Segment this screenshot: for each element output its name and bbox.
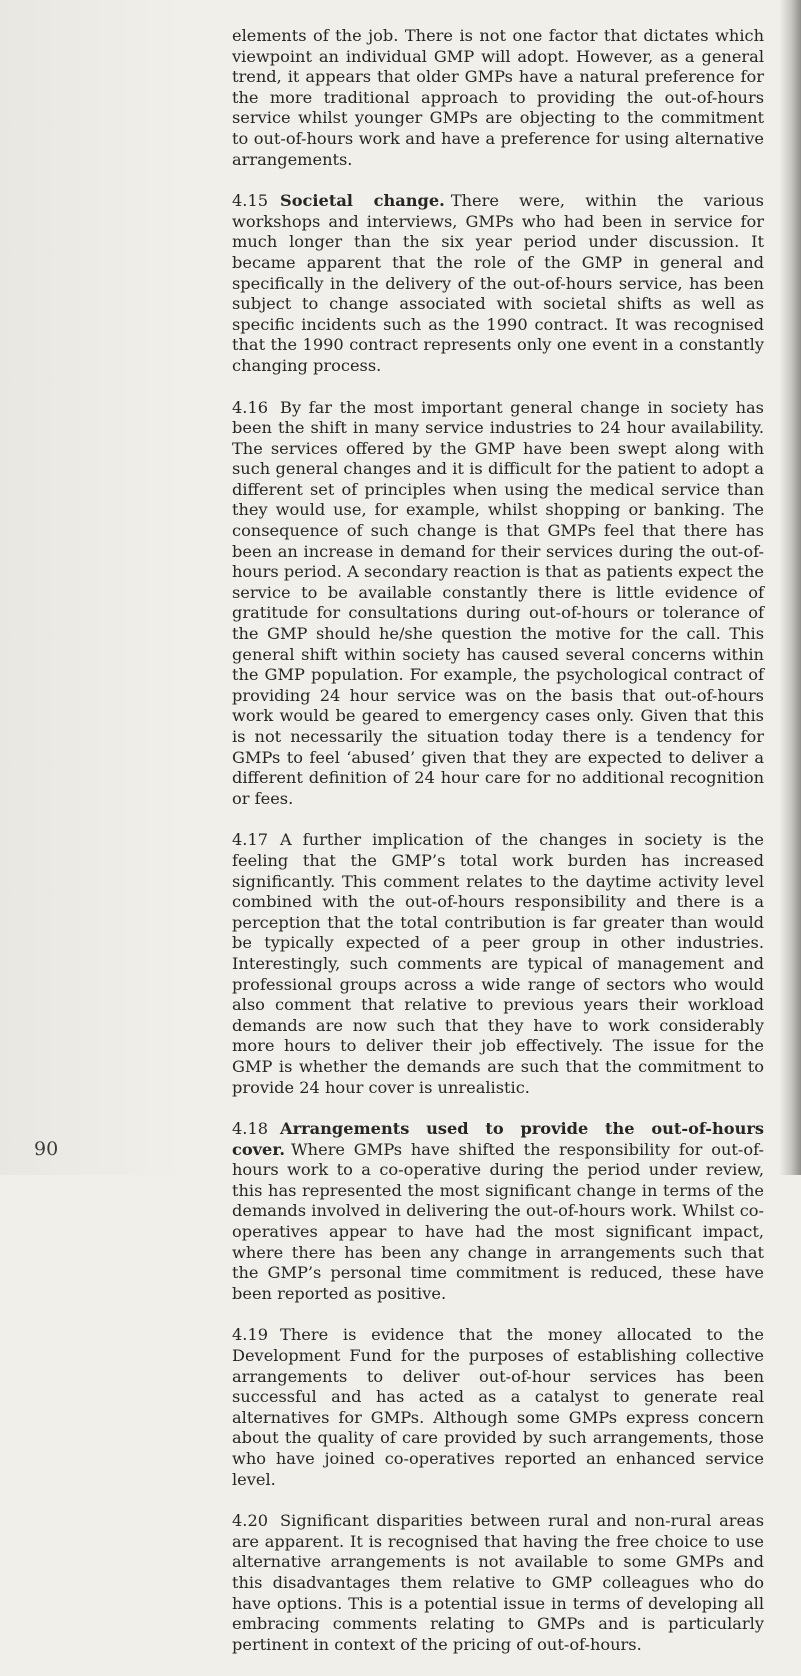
paragraph-4-17 [232,830,764,1098]
paragraph-text: By far the most important general change in society has been the shift in many service industries to 24 hour availability. The services offered by the GMP have been swept along with such general changes and it is difficult for the patient to adopt a different set of principles when using the medical service than they would use, for example, whilst shopping or banking. The consequence of such change is that GMPs feel that there has been an increase in demand for their services during the out-of-hours period. A secondary reaction is that as patients expect the service to be available constantly there is little evidence of gratitude for consultations during out-of-hours or tolerance of the GMP should he/she question the motive for the call. This general shift within society has caused several concerns within the GMP population. For example, the psychological contract of providing 24 hour service was on the basis that out-of-hours work would be geared to emergency cases only. Given that this is not necessarily the situation today there is a tendency for GMPs to feel ‘abused’ given that they are expected to deliver a different definition of 24 hour care for no additional recognition or fees. [232,397,764,808]
paragraph-text: There is evidence that the money allocated to the Development Fund for the purposes of establishing collective arrangements to deliver out-of-hour services has been successful and has acted as a catalyst to generate real alternatives for GMPs. Although some GMPs express concern about the quality of care provided by such arrangements, those who have joined co-operatives reported an enhanced service level. [232,1325,764,1489]
left-margin-shade [0,0,185,1175]
paragraph-text: There were, within the various workshops and interviews, GMPs who had been in service for much longer than the six year period under discussion. It became apparent that the role of the GMP in general and specifically in the delivery of the out-of-hours service, has been subject to change associated with societal shifts as well as specific incidents such as the 1990 contract. It was recognised that the 1990 contract represents only one event in a constantly changing process. [232,191,764,375]
paragraph-4-16 [232,398,764,810]
paragraph-heading: Societal change. [280,191,445,211]
paragraph-text: elements of the job. There is not one factor that dictates which viewpoint an individual GMP will adopt. However, as a general trend, it appears that older GMPs have a natural preference for the more traditional approach to providing the out-of-hours service whilst younger GMPs are objecting to the commitment to out-of-hours work and have a preference for using alternative arrangements. [232,26,764,169]
paragraph-text: A further implication of the changes in society is the feeling that the GMP’s total work burden has increased significantly. This comment relates to the daytime activity level combined with the out-of-hours responsibility and there is a perception that the total contribution is far greater than would be typically expected of a peer group in other industries. Interestingly, such comments are typical of management and professional groups across a wide range of sectors who would also comment that relative to previous years their workload demands are now such that they have to work considerably more hours to deliver their job effectively. The issue for the GMP is whether the demands are such that the commitment to provide 24 hour cover is unrealistic. [232,830,764,1097]
paragraph-number: 4.20 [232,1511,269,1531]
paragraph-heading: Arrangements used to provide the out-of-hours cover. [232,1119,764,1159]
paragraph-4-18 [232,1119,764,1304]
paragraph-number: 4.19 [232,1325,269,1345]
paragraph-4-15 [232,191,764,376]
paragraph-number: 4.18 [232,1119,269,1139]
paragraph-continued [232,26,764,170]
paragraph-4-19 [232,1325,764,1490]
paragraph-4-20 [232,1511,764,1655]
paragraph-number: 4.16 [232,397,269,417]
paragraph-text: Significant disparities between rural and non-rural areas are apparent. It is recognised that having the free choice to use alternative arrangements is not available to some GMPs and this disadvantages them relative to GMP colleagues who do have options. This is a potential issue in terms of developing all embracing comments relating to GMPs and is particularly pertinent in context of the pricing of out-of-hours. [232,1511,764,1654]
page-edge-shadow [779,0,801,1175]
paragraph-number: 4.17 [232,830,269,850]
body-text [232,26,764,1676]
paragraph-number: 4.15 [232,191,269,211]
paragraph-text: Where GMPs have shifted the responsibility for out-of-hours work to a co-operative during the period under review, this has represented the most significant change in terms of the demands involved in delivering the out-of-hours work. Whilst co-operatives appear to have had the most significant impact, where there has been any change in arrangements such that the GMP’s personal time commitment is reduced, these have been reported as positive. [232,1139,764,1303]
page-number: 90 [34,1138,59,1160]
